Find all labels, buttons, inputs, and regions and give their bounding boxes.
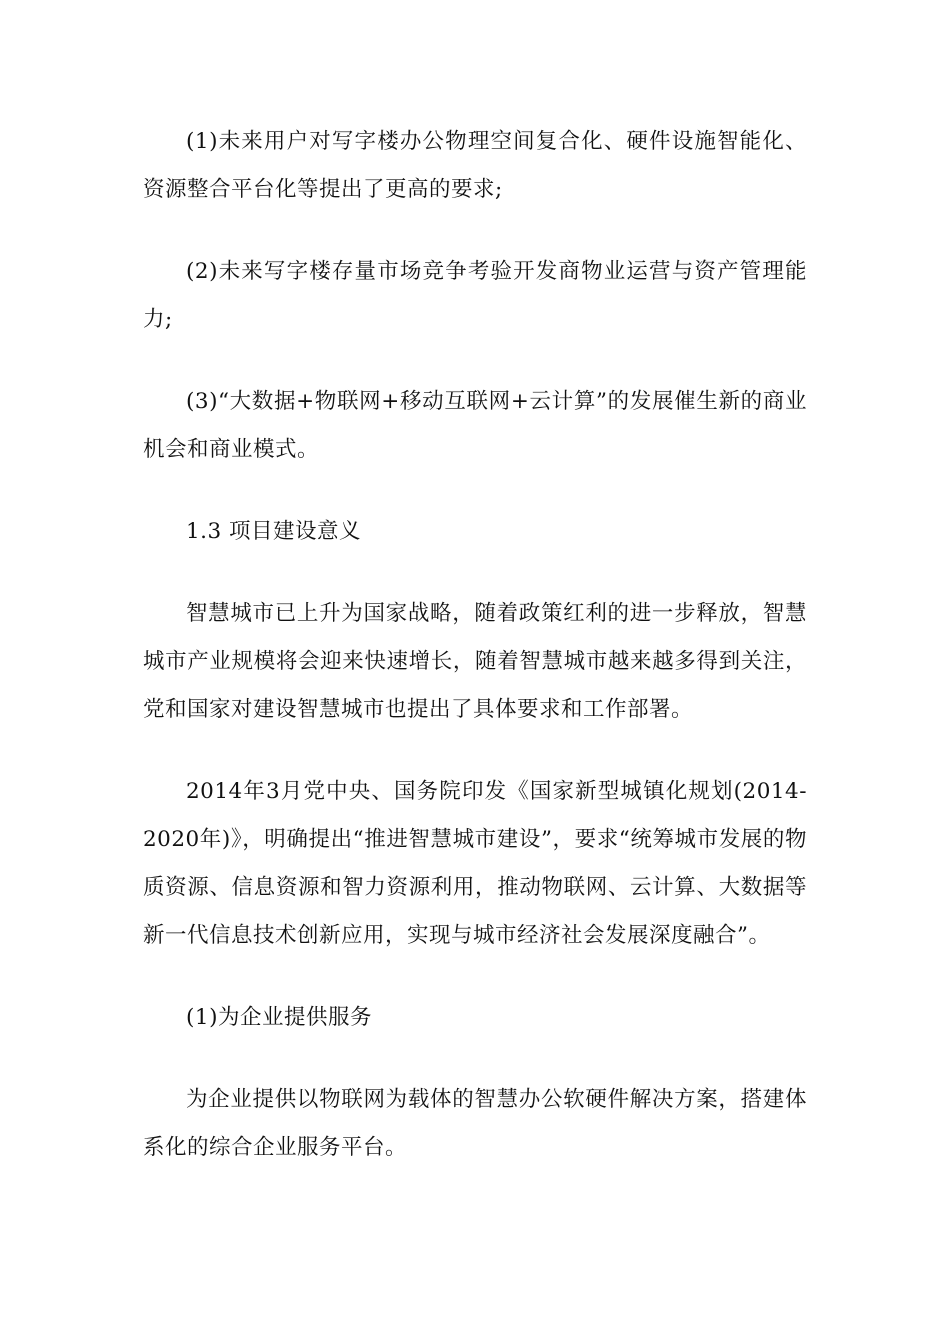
document-body (143, 118, 807, 1172)
paragraph-gap (143, 344, 807, 378)
paragraph-gap (143, 474, 807, 508)
paragraph-3: (3)“大数据+物联网+移动互联网+云计算”的发展催生新的商业机会和商业模式。 (143, 389, 807, 462)
section-heading: 1.3 项目建设意义 (186, 519, 362, 544)
paragraph-2: (2)未来写字楼存量市场竞争考验开发商物业运营与资产管理能力; (143, 259, 807, 332)
subheading-1: (1)为企业提供服务 (186, 1005, 372, 1030)
paragraph-gap (143, 960, 807, 994)
paragraph-gap (143, 214, 807, 248)
paragraph-gap (143, 734, 807, 768)
paragraph-gap (143, 1042, 807, 1076)
paragraph-gap (143, 556, 807, 590)
paragraph-6: 为企业提供以物联网为载体的智慧办公软硬件解决方案，搭建体系化的综合企业服务平台。 (143, 1087, 807, 1160)
paragraph-5: 2014年3月党中央、国务院印发《国家新型城镇化规划(2014-2020年)》，明确提出“推进智慧城市建设”，要求“统筹城市发展的物质资源、信息资源和智力资源利用，推动物联网、云计算、大数据等新一代信息技术创新应用，实现与城市经济社会发展深度融合”。 (143, 779, 807, 948)
paragraph-4: 智慧城市已上升为国家战略，随着政策红利的进一步释放，智慧城市产业规模将会迎来快速增长，随着智慧城市越来越多得到关注，党和国家对建设智慧城市也提出了具体要求和工作部署。 (143, 601, 807, 722)
paragraph-1: (1)未来用户对写字楼办公物理空间复合化、硬件设施智能化、资源整合平台化等提出了更高的要求; (143, 129, 807, 202)
